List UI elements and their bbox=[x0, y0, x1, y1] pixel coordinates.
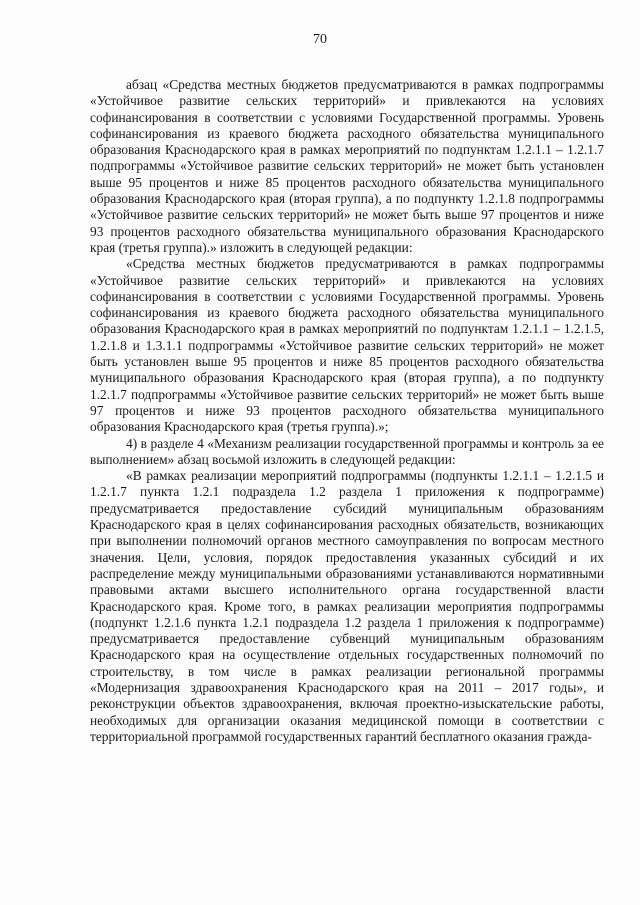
paragraph-item-4: 4) в разделе 4 «Механизм реализации государственной программы и контроль за ее выполнением» абзац восьмой изложить в следующей редакции: bbox=[90, 435, 604, 467]
document-body bbox=[90, 77, 604, 745]
paragraph-amendment-new-text: «Средства местных бюджетов предусматриваются в рамках подпрограммы «Устойчивое развитие сельских территорий» и привлекаются на условиях софинансирования в соответствии с условиями Государственной программы. Уровень софинансирования из краевого бюджета расходного обязательства муниципального образования Краснодарского края в рамках мероприятий по подпунктам 1.2.1.1 – 1.2.1.5, 1.2.1.8 и 1.3.1.1 подпрограммы «Устойчивое развитие сельских территорий» не может быть установлен выше 95 процентов и ниже 85 процентов расходного обязательства муниципального образования Краснодарского края (вторая группа), а по подпункту 1.2.1.7 подпрограммы «Устойчивое развитие сельских территорий» не может быть выше 97 процентов и ниже 93 процентов расходного обязательства муниципального образования Краснодарского края (третья группа).»; bbox=[90, 256, 604, 435]
paragraph-amendment-old-text: абзац «Средства местных бюджетов предусматриваются в рамках подпрограммы «Устойчивое развитие сельских территорий» и привлекаются на условиях софинансирования в соответствии с условиями Государственной программы. Уровень софинансирования из краевого бюджета расходного обязательства муниципального образования Краснодарского края в рамках мероприятий по подпунктам 1.2.1.1 – 1.2.1.7 подпрограммы «Устойчивое развитие сельских территорий» не может быть установлен выше 95 процентов и ниже 85 процентов расходного обязательства муниципального образования Краснодарского края (вторая группа), а по подпункту 1.2.1.8 подпрограммы «Устойчивое развитие сельских территорий» не может быть выше 97 процентов и ниже 93 процентов расходного обязательства муниципального образования Краснодарского края (третья группа).» изложить в следующей редакции: bbox=[90, 77, 604, 255]
page-number: 70 bbox=[313, 32, 327, 47]
paragraph-section-4-new-text: «В рамках реализации мероприятий подпрограммы (подпункты 1.2.1.1 – 1.2.1.5 и 1.2.1.7 пункта 1.2.1 подраздела 1.2 раздела 1 приложения к подпрограмме) предусматривается предоставление субсидий муниципальным образованиям Краснодарского края в целях софинансирования расходных обязательств, возникающих при выполнении полномочий органов местного самоуправления по вопросам местного значения. Цели, условия, порядок предоставления указанных субсидий и их распределение между муниципальными образованиями устанавливаются нормативными правовыми актами высшего исполнительного органа государственной власти Краснодарского края. Кроме того, в рамках реализации мероприятия подпрограммы (подпункт 1.2.1.6 пункта 1.2.1 подраздела 1.2 раздела 1 приложения к подпрограмме) предусматривается предоставление субвенций муниципальным образованиям Краснодарского края на осуществление отдельных государственных полномочий по строительству, в том числе в рамках реализации региональной программы «Модернизация здравоохранения Краснодарского края на 2011 – 2017 годы», и реконструкции объектов здравоохранения, включая проектно-изыскательские работы, необходимых для организации оказания медицинской помощи в соответствии с территориальной программой государственных гарантий бесплатного оказания гражда- bbox=[90, 468, 604, 744]
